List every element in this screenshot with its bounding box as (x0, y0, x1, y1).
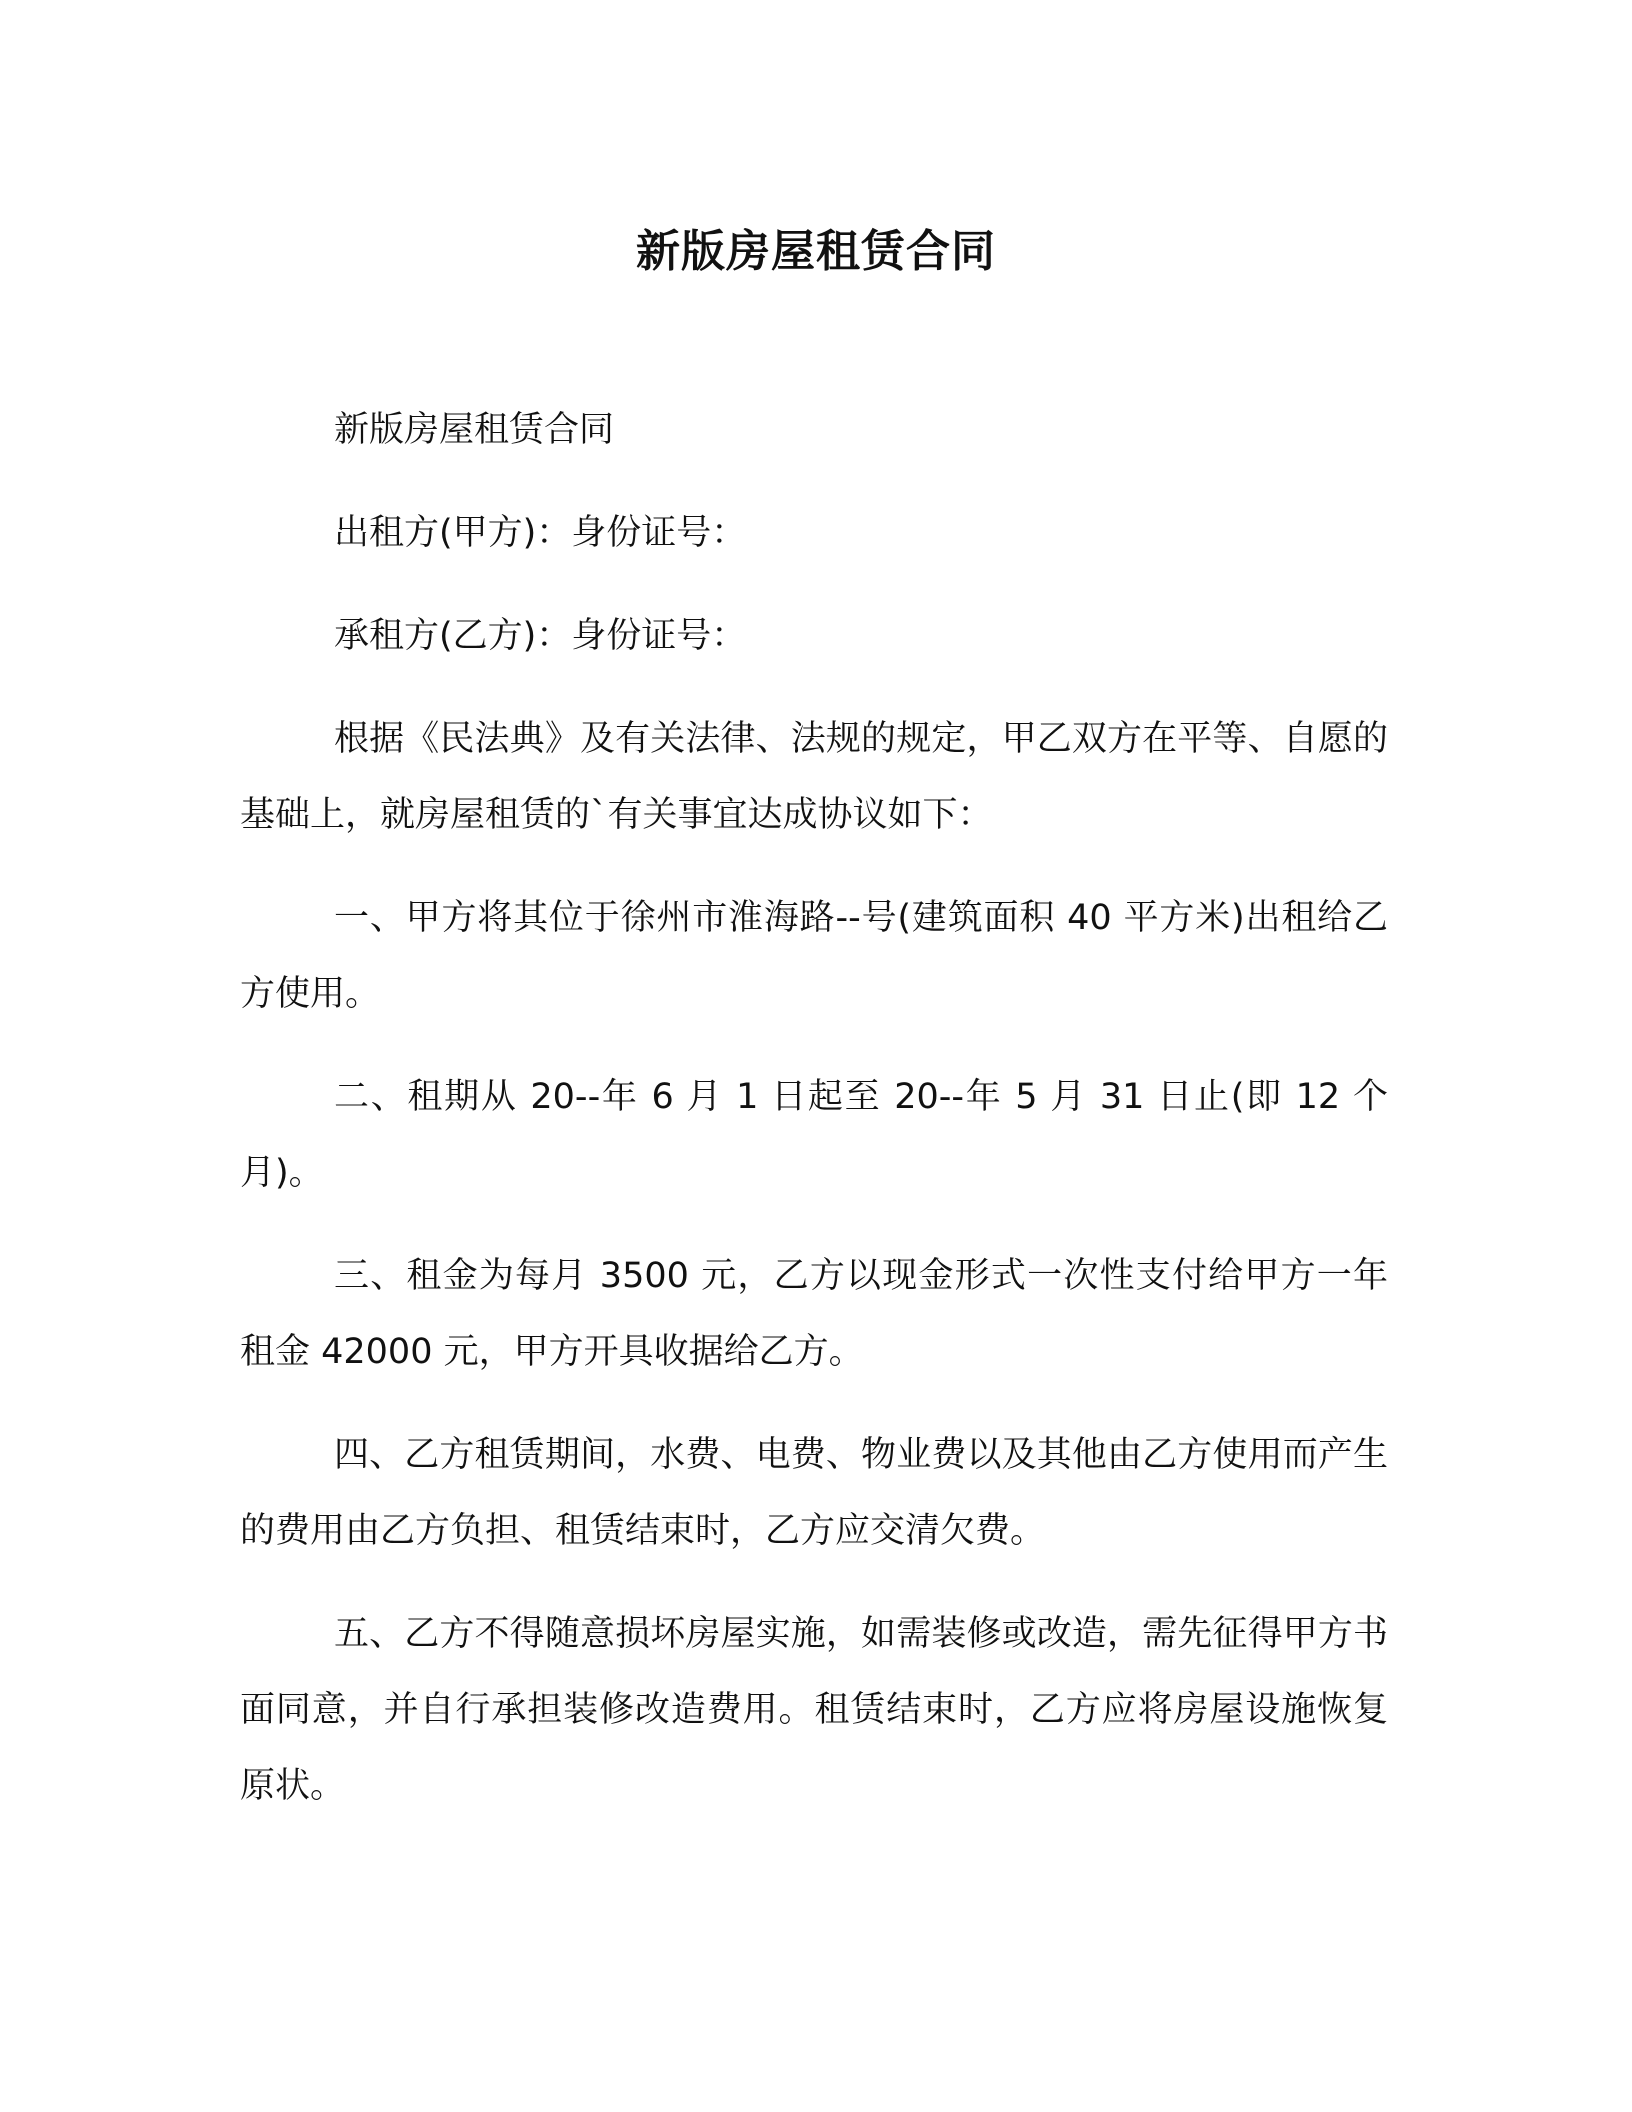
clause-2: 二、租期从 20--年 6 月 1 日起至 20--年 5 月 31 日止(即 12 个月)。 (240, 1077, 1388, 1193)
clause-4: 四、乙方租赁期间，水费、电费、物业费以及其他由乙方使用而产生的费用由乙方负担、租赁结束时，乙方应交清欠费。 (240, 1435, 1388, 1551)
paragraph-lessee: 承租方(乙方)：身份证号： (334, 616, 747, 656)
paragraph-preamble: 根据《民法典》及有关法律、法规的规定，甲乙双方在平等、自愿的基础上，就房屋租赁的`有关事宜达成协议如下： (240, 719, 1388, 835)
clause-5: 五、乙方不得随意损坏房屋实施，如需装修或改造，需先征得甲方书面同意，并自行承担装修改造费用。租赁结束时，乙方应将房屋设施恢复原状。 (240, 1614, 1388, 1806)
clause-1: 一、甲方将其位于徐州市淮海路--号(建筑面积 40 平方米)出租给乙方使用。 (240, 898, 1388, 1014)
clause-3: 三、租金为每月 3500 元，乙方以现金形式一次性支付给甲方一年租金 42000 元，甲方开具收据给乙方。 (240, 1256, 1388, 1372)
paragraph-lessor: 出租方(甲方)：身份证号： (334, 513, 747, 553)
document-title: 新版房屋租赁合同 (636, 226, 996, 277)
paragraph-heading: 新版房屋租赁合同 (334, 410, 615, 450)
document-body (240, 392, 1388, 1851)
